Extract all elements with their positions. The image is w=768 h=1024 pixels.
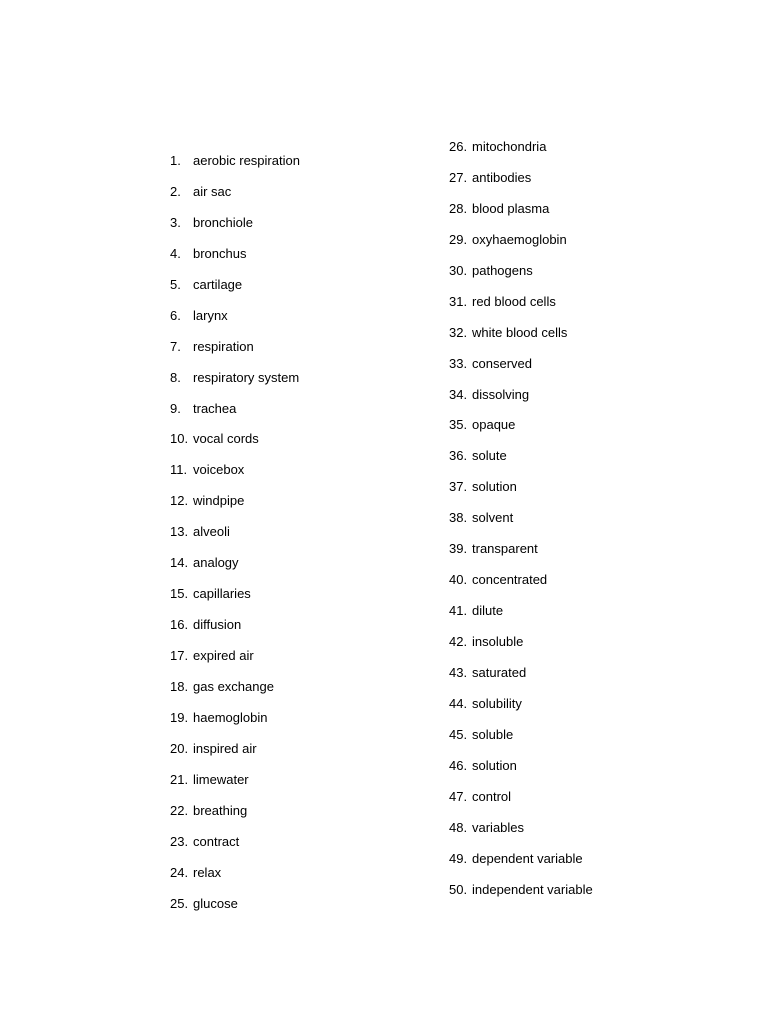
list-item — [449, 414, 729, 445]
item-term: bronchus — [193, 245, 247, 261]
list-item — [170, 490, 430, 521]
item-term: variables — [472, 819, 525, 835]
item-number: 25. — [170, 895, 189, 911]
item-term: control — [472, 788, 512, 804]
list-item — [170, 676, 430, 707]
list-item — [170, 614, 430, 645]
list-item — [170, 552, 430, 583]
item-number: 41. — [449, 603, 468, 619]
item-term: blood plasma — [472, 200, 550, 216]
item-number: 8. — [170, 369, 181, 385]
item-number: 42. — [449, 634, 468, 649]
item-term: larynx — [193, 307, 228, 323]
item-term: solution — [472, 757, 517, 773]
list-item — [170, 769, 430, 800]
item-number: 23. — [170, 833, 189, 849]
list-item — [449, 291, 729, 322]
item-number: 36. — [449, 448, 468, 464]
item-term: dilute — [472, 603, 504, 619]
list-item — [170, 336, 430, 367]
item-term: haemoglobin — [193, 709, 268, 725]
list-item — [170, 274, 430, 305]
item-number: 37. — [449, 479, 468, 495]
item-term: windpipe — [193, 493, 245, 509]
item-term: solubility — [472, 695, 522, 711]
item-number: 50. — [449, 881, 468, 897]
item-number: 38. — [449, 510, 468, 526]
item-term: solution — [472, 479, 517, 495]
item-term: vocal cords — [193, 431, 259, 447]
list-item — [170, 707, 430, 738]
item-number: 12. — [170, 493, 189, 509]
list-item — [449, 693, 729, 724]
list-item — [170, 367, 430, 398]
list-item — [449, 600, 729, 631]
item-term: transparent — [472, 541, 538, 557]
item-number: 15. — [170, 586, 189, 602]
list-item — [449, 817, 729, 848]
item-term: capillaries — [193, 586, 251, 602]
list-item — [449, 260, 729, 291]
item-number: 44. — [449, 695, 468, 711]
list-item — [170, 645, 430, 676]
item-term: concentrated — [472, 572, 548, 588]
item-term: bronchiole — [193, 214, 253, 230]
item-number: 33. — [449, 355, 468, 371]
item-term: expired air — [193, 648, 254, 663]
item-term: limewater — [193, 771, 249, 787]
item-term: gas exchange — [193, 678, 274, 694]
item-number: 2. — [170, 183, 181, 199]
item-term: respiration — [193, 338, 254, 354]
list-item — [170, 428, 430, 459]
list-item — [170, 181, 430, 212]
list-item — [170, 398, 430, 429]
list-item — [449, 724, 729, 755]
item-number: 6. — [170, 307, 181, 323]
item-term: diffusion — [193, 617, 242, 633]
item-term: contract — [193, 833, 240, 849]
list-item — [449, 229, 729, 260]
item-term: trachea — [193, 400, 237, 416]
item-number: 34. — [449, 386, 468, 402]
item-term: glucose — [193, 895, 238, 911]
item-number: 21. — [170, 771, 189, 787]
item-number: 45. — [449, 726, 468, 742]
list-item — [449, 507, 729, 538]
list-item — [449, 631, 729, 662]
item-term: relax — [193, 864, 222, 880]
left-term-list — [170, 150, 430, 923]
list-item — [170, 243, 430, 274]
item-number: 17. — [170, 648, 189, 663]
item-term: pathogens — [472, 262, 533, 278]
item-term: oxyhaemoglobin — [472, 231, 567, 247]
item-number: 24. — [170, 864, 189, 880]
item-term: red blood cells — [472, 293, 556, 309]
item-number: 49. — [449, 850, 468, 866]
item-number: 14. — [170, 555, 189, 571]
item-term: respiratory system — [193, 369, 300, 385]
item-number: 27. — [449, 169, 468, 185]
item-number: 1. — [170, 153, 181, 168]
item-term: white blood cells — [472, 324, 568, 340]
list-item — [170, 212, 430, 243]
item-term: cartilage — [193, 276, 243, 292]
item-number: 9. — [170, 400, 181, 416]
list-item — [170, 738, 430, 769]
list-item — [170, 800, 430, 831]
item-number: 22. — [170, 802, 189, 818]
item-number: 39. — [449, 541, 468, 557]
item-number: 11. — [170, 462, 188, 478]
item-term: solute — [472, 448, 507, 464]
item-number: 46. — [449, 757, 468, 773]
item-term: dissolving — [472, 386, 530, 402]
item-term: saturated — [472, 664, 527, 680]
list-item — [449, 476, 729, 507]
item-term: aerobic respiration — [193, 153, 300, 168]
item-number: 4. — [170, 245, 181, 261]
list-item — [170, 893, 430, 924]
item-number: 3. — [170, 214, 181, 230]
list-item — [449, 569, 729, 600]
item-term: mitochondria — [472, 139, 547, 154]
list-item — [449, 848, 729, 879]
item-number: 18. — [170, 678, 189, 694]
item-term: air sac — [193, 183, 232, 199]
item-number: 29. — [449, 231, 468, 247]
item-number: 47. — [449, 788, 468, 804]
item-term: antibodies — [472, 169, 532, 185]
list-item — [449, 167, 729, 198]
list-item — [449, 538, 729, 569]
list-item — [449, 662, 729, 693]
item-number: 40. — [449, 572, 468, 588]
item-term: dependent variable — [472, 850, 583, 866]
item-term: alveoli — [193, 524, 230, 540]
list-item — [170, 150, 430, 181]
item-number: 20. — [170, 740, 189, 756]
item-term: solvent — [472, 510, 514, 526]
item-number: 7. — [170, 338, 181, 354]
right-term-list — [449, 136, 729, 909]
item-number: 16. — [170, 617, 189, 633]
list-item — [170, 521, 430, 552]
item-number: 13. — [170, 524, 189, 540]
item-term: independent variable — [472, 881, 593, 897]
item-term: breathing — [193, 802, 248, 818]
item-number: 30. — [449, 262, 468, 278]
item-number: 35. — [449, 417, 468, 433]
item-term: conserved — [472, 355, 532, 371]
list-item — [170, 305, 430, 336]
item-number: 43. — [449, 664, 468, 680]
list-item — [449, 322, 729, 353]
item-number: 28. — [449, 200, 468, 216]
item-term: opaque — [472, 417, 516, 433]
list-item — [170, 862, 430, 893]
list-item — [170, 583, 430, 614]
list-item — [449, 879, 729, 910]
item-number: 19. — [170, 709, 189, 725]
item-number: 10. — [170, 431, 189, 447]
list-item — [449, 136, 729, 167]
list-item — [449, 786, 729, 817]
list-item — [449, 198, 729, 229]
item-term: soluble — [472, 726, 514, 742]
list-item — [449, 445, 729, 476]
item-term: voicebox — [193, 462, 245, 478]
item-number: 32. — [449, 324, 468, 340]
item-number: 26. — [449, 139, 468, 154]
list-item — [449, 384, 729, 415]
list-item — [449, 755, 729, 786]
item-number: 31. — [449, 293, 468, 309]
item-term: inspired air — [193, 740, 257, 756]
list-item — [449, 353, 729, 384]
item-term: analogy — [193, 555, 239, 571]
item-term: insoluble — [472, 634, 524, 649]
item-number: 48. — [449, 819, 468, 835]
list-item — [170, 831, 430, 862]
item-number: 5. — [170, 276, 181, 292]
list-item — [170, 459, 430, 490]
